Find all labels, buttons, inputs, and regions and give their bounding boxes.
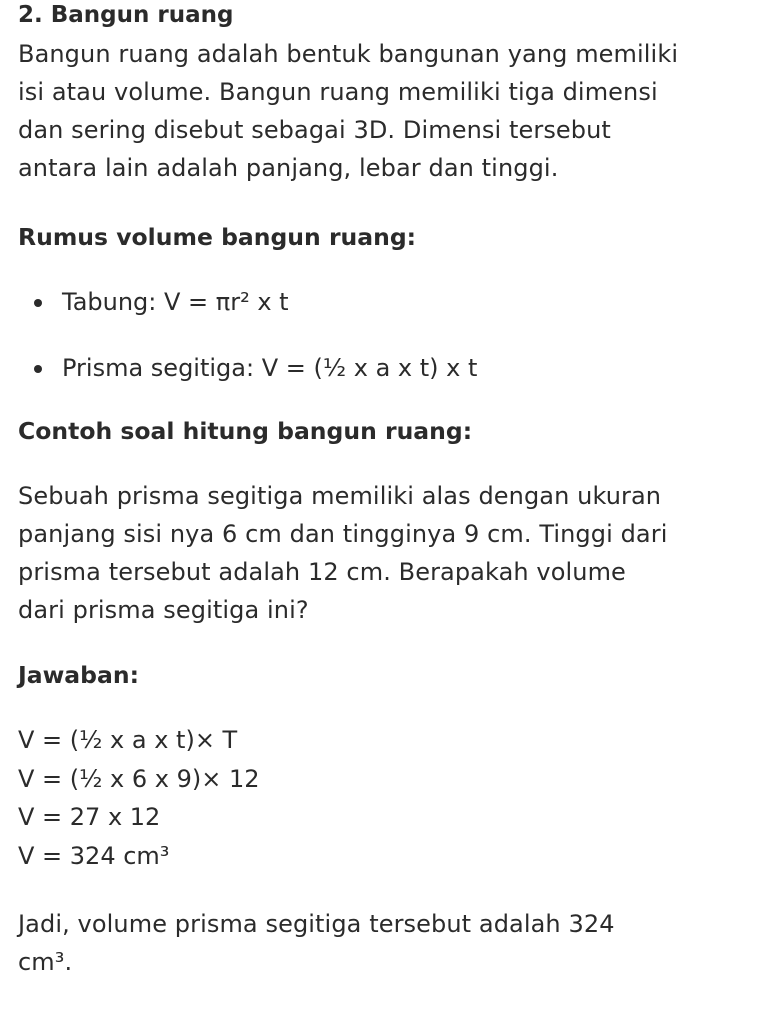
conclusion-line: cm³.: [18, 948, 73, 976]
intro-paragraph: [18, 35, 750, 187]
bullet-icon: [34, 365, 42, 373]
intro-line: antara lain adalah panjang, lebar dan tinggi.: [18, 154, 559, 182]
answer-heading: Jawaban:: [18, 661, 139, 689]
intro-line: dan sering disebut sebagai 3D. Dimensi tersebut: [18, 116, 611, 144]
question-line: prisma tersebut adalah 12 cm. Berapakah volume: [18, 558, 626, 586]
question-paragraph: [18, 477, 750, 629]
formulas-heading: Rumus volume bangun ruang:: [18, 223, 417, 251]
formula-list: [18, 285, 750, 385]
answer-step: V = 324 cm³: [18, 841, 170, 870]
question-line: dari prisma segitiga ini?: [18, 596, 309, 624]
bullet-icon: [34, 299, 42, 307]
list-item: [18, 285, 750, 319]
section-title: 2. Bangun ruang: [18, 2, 234, 28]
example-heading: Contoh soal hitung bangun ruang:: [18, 417, 473, 445]
answer-step: V = 27 x 12: [18, 803, 161, 831]
answer-steps: [18, 721, 750, 875]
formula-tabung: Tabung: V = πr² x t: [62, 288, 289, 316]
list-item: [18, 351, 750, 385]
answer-step: V = (½ x a x t)× T: [18, 726, 238, 754]
formula-prisma: Prisma segitiga: V = (½ x a x t) x t: [62, 354, 478, 382]
conclusion-paragraph: [18, 905, 750, 981]
answer-step: V = (½ x 6 x 9)× 12: [18, 764, 260, 793]
question-line: panjang sisi nya 6 cm dan tingginya 9 cm. Tinggi dari: [18, 520, 668, 548]
question-line: Sebuah prisma segitiga memiliki alas dengan ukuran: [18, 482, 662, 510]
conclusion-line: Jadi, volume prisma segitiga tersebut adalah 324: [18, 910, 615, 938]
intro-line: Bangun ruang adalah bentuk bangunan yang memiliki: [18, 40, 679, 68]
intro-line: isi atau volume. Bangun ruang memiliki tiga dimensi: [18, 78, 658, 106]
